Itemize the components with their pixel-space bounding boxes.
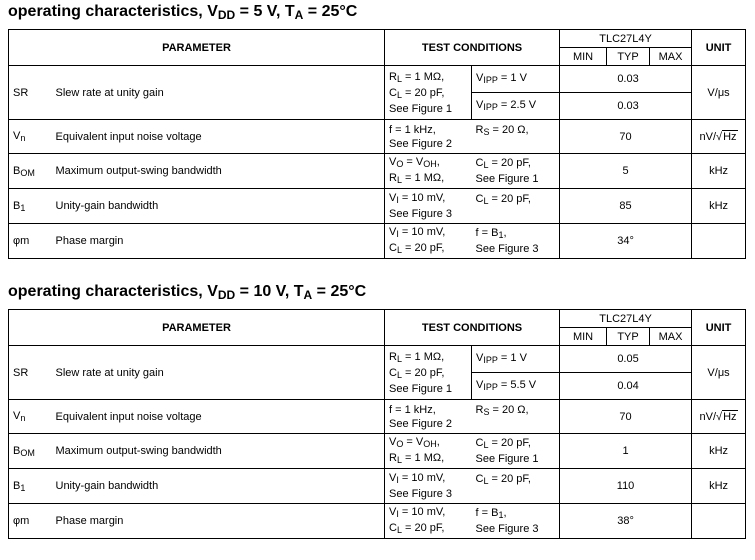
bom-typ: 1 [560,434,692,469]
vn-unit: nV/√Hz [692,400,746,434]
section1-table: PARAMETER TEST CONDITIONS TLC27L4Y UNIT MIN TYP MAX SR Slew rate at unity gain $R_L = 1$ MΩ, $C_L = 20$ pF, See Figure 1 $V_{IPP} = 1$ V 0.03 V/μs $V_{IPP} = 2.5$ V 0.03 $V_n$ Equivalent input noise voltage f = 1 kHz, See Figure 2 $R_S = 20$ Ω, 70 nV/√Hz $B_{OM}$ Maximum output-swing bandwidth $V_O = V_{OH}$, $R_L = 1$ MΩ, $C_L = 20$ pF, See Figure 1 5 kHz $B_1$ Unity-gain bandwidth $V_I = 10$ mV, See Figure 3 $C_L = 20$ pF, 85 kHz φm Phase margin $V_I = 10$ mV, $C_L = 20$ pF, $f = B_1$, See Figure 3 34° [8,29,746,259]
sr-vipp-2: $V_{IPP} = 2.5$ V [472,93,560,120]
section2-heading: operating characteristics, $V_{DD} = 10$ V, $T_A = 25^\circ C$ [8,283,367,302]
vn-conditions: f = 1 kHz, See Figure 2 [385,400,472,434]
header-device: TLC27L4Y [560,30,692,48]
sr-vipp-1: $V_{IPP} = 1$ V [472,346,560,373]
vn-unit: nV/√Hz [692,120,746,154]
bom-conditions: $V_O = V_{OH}$, $R_L = 1$ MΩ, [385,154,472,189]
pm-conditions: $V_I = 10$ mV, $C_L = 20$ pF, [385,224,472,259]
header-max: MAX [650,328,692,346]
header-max: MAX [650,48,692,66]
b1-unit: kHz [692,469,746,504]
bom-unit: kHz [692,154,746,189]
b1-conditions: $V_I = 10$ mV, See Figure 3 [385,469,472,504]
b1-description: Unity-gain bandwidth [54,469,385,504]
pm-typ: 38° [560,504,692,539]
sr-vipp-1: $V_{IPP} = 1$ V [472,66,560,93]
vn-conditions: f = 1 kHz, See Figure 2 [385,120,472,154]
sr-unit: V/μs [692,66,746,120]
vn-symbol: $V_n$ [9,120,54,154]
vn-description: Equivalent input noise voltage [54,120,385,154]
bom-symbol: $B_{OM}$ [9,434,54,469]
section2-table: PARAMETER TEST CONDITIONS TLC27L4Y UNIT MIN TYP MAX SR Slew rate at unity gain $R_L = 1$ MΩ, $C_L = 20$ pF, See Figure 1 $V_{IPP} = 1$ V 0.05 V/μs $V_{IPP} = 5.5$ V 0.04 $V_n$ Equivalent input noise voltage f = 1 kHz, See Figure 2 $R_S = 20$ Ω, 70 nV/√Hz $B_{OM}$ Maximum output-swing bandwidth $V_O = V_{OH}$, $R_L = 1$ MΩ, $C_L = 20$ pF, See Figure 1 1 kHz $B_1$ Unity-gain bandwidth $V_I = 10$ mV, See Figure 3 $C_L = 20$ pF, 110 kHz φm Phase margin $V_I = 10$ mV, $C_L = 20$ pF, $f = B_1$, See Figure 3 38° [8,309,746,539]
section1-heading: operating characteristics, $V_{DD} = 5$ V, $T_A = 25^\circ C$ [8,3,358,22]
sr-unit: V/μs [692,346,746,400]
sr-vipp-2: $V_{IPP} = 5.5$ V [472,373,560,400]
header-typ: TYP [607,48,650,66]
bom-conditions: $V_O = V_{OH}$, $R_L = 1$ MΩ, [385,434,472,469]
sr-typ-2: 0.03 [607,93,650,120]
sr-typ-2: 0.04 [607,373,650,400]
vn-description: Equivalent input noise voltage [54,400,385,434]
bom-symbol: $B_{OM}$ [9,154,54,189]
sr-conditions: $R_L = 1$ MΩ, $C_L = 20$ pF, See Figure 1 [385,346,472,400]
bom-description: Maximum output-swing bandwidth [54,154,385,189]
header-parameter: PARAMETER [9,30,385,66]
header-min: MIN [560,328,607,346]
b1-typ: 85 [560,189,692,224]
b1-conditions: $V_I = 10$ mV, See Figure 3 [385,189,472,224]
bom-description: Maximum output-swing bandwidth [54,434,385,469]
sr-description: Slew rate at unity gain [54,346,385,400]
b1-description: Unity-gain bandwidth [54,189,385,224]
sr-description: Slew rate at unity gain [54,66,385,120]
header-test-conditions: TEST CONDITIONS [385,310,560,346]
bom-typ: 5 [560,154,692,189]
header-unit: UNIT [692,30,746,66]
b1-unit: kHz [692,189,746,224]
header-min: MIN [560,48,607,66]
sr-typ-1: 0.05 [607,346,650,373]
sr-symbol: SR [9,346,54,400]
pm-symbol: φm [9,224,54,259]
pm-description: Phase margin [54,224,385,259]
bom-unit: kHz [692,434,746,469]
header-test-conditions: TEST CONDITIONS [385,30,560,66]
vn-typ: 70 [560,400,692,434]
pm-conditions: $V_I = 10$ mV, $C_L = 20$ pF, [385,504,472,539]
b1-symbol: $B_1$ [9,469,54,504]
b1-symbol: $B_1$ [9,189,54,224]
sr-symbol: SR [9,66,54,120]
pm-symbol: φm [9,504,54,539]
sr-conditions: $R_L = 1$ MΩ, $C_L = 20$ pF, See Figure 1 [385,66,472,120]
pm-description: Phase margin [54,504,385,539]
header-parameter: PARAMETER [9,310,385,346]
header-typ: TYP [607,328,650,346]
pm-typ: 34° [560,224,692,259]
vn-typ: 70 [560,120,692,154]
vn-symbol: $V_n$ [9,400,54,434]
b1-typ: 110 [560,469,692,504]
sr-typ-1: 0.03 [607,66,650,93]
header-unit: UNIT [692,310,746,346]
header-device: TLC27L4Y [560,310,692,328]
